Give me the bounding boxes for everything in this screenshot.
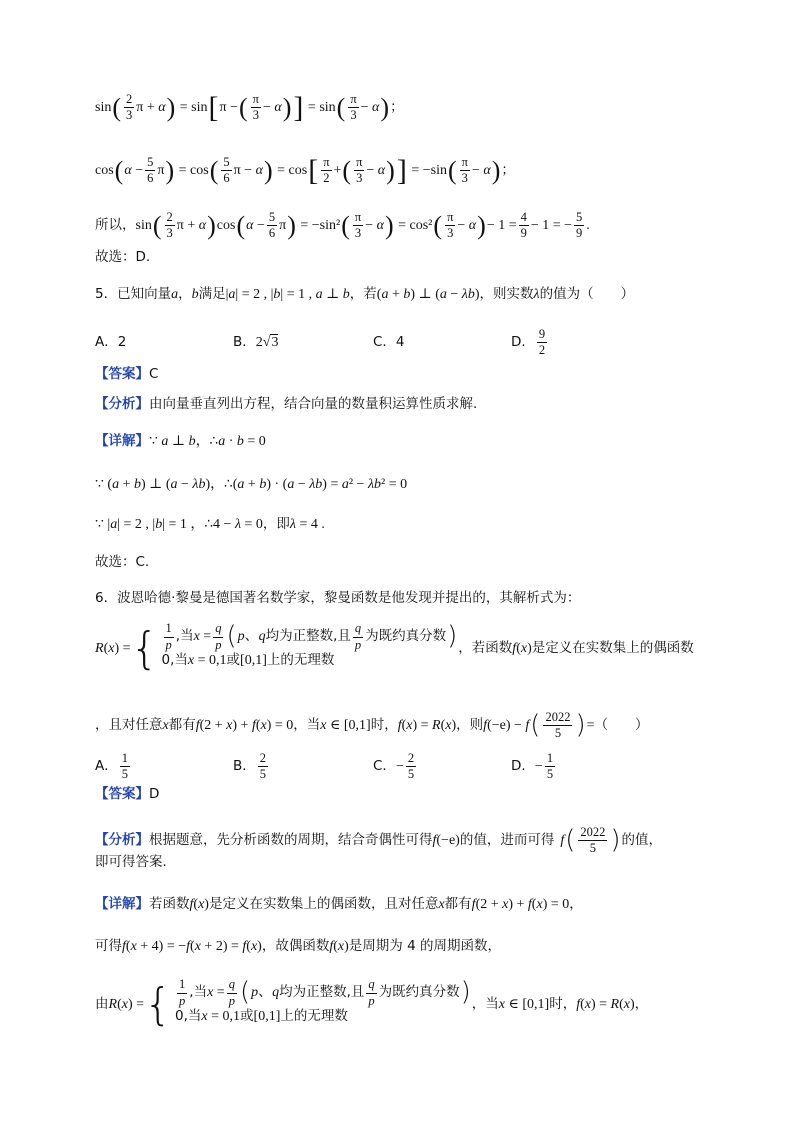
question-5-detail-2: ∵ (a + b) ⊥ (a − λb)， ∴ (a + b) · (a − λb) = a² − λb² = 0 (95, 476, 408, 493)
select-d: 故选：D. (95, 249, 151, 265)
question-6-detail-2: 可得 f(x + 4) = −f(x + 2) = f(x) ，故偶函数 f(x) 是周期为 4 的周期函数， (95, 938, 501, 955)
option-b[interactable]: B． 2√3 (233, 333, 279, 350)
question-6-detail-1: 【详解】 若函数 f(x) 是定义在实数集上的偶函数，且对任意 x 都有 f(2 + x) + f(x) = 0 ， (95, 896, 583, 913)
question-6-answer: 【答案】 D (95, 786, 160, 802)
equation-cos-transform: cos ( α − $\frac{5}{6}$ π ) = cos ( $\frac{5}{6}$ π − α ) = cos [ $\frac{\pi}{2}$ + ( $\frac{\pi}{3}$ − α ) ] = − sin ( $\frac{\pi}{3}$ − α ) ； (95, 154, 515, 188)
question-6-stem: 6．波恩哈德·黎曼是德国著名数学家，黎曼函数是他发现并提出的，其解析式为： (95, 590, 581, 606)
option-c[interactable]: C．4 (373, 333, 405, 350)
question-6-detail-3: 由 R(x) = { $\frac{1}{p}$ , 当 x = $\frac{q}{p}$ ( p、q 均为正整数,且 $\frac{q}{p}$ 为既约真分数 ) 0,当 x = 0,1 或 [0,1] 上的无理数 ，当 x ∈ [0,1] 时， f(x) = R(x) ， (95, 977, 649, 1031)
option-d[interactable]: D． − $\frac{1}{5}$ (511, 751, 554, 782)
option-a[interactable]: A．2 (95, 333, 127, 350)
question-5-answer: 【答案】 C (95, 366, 159, 382)
question-6-condition: ，且对任意 x 都有 f(2 + x) + f(x) = 0 ，当 x ∈ [0,1] 时， f(x) = R(x) ，则 f(−e) − f ( $\frac{2022}{5}$ ) = （ ） (95, 709, 649, 741)
question-5-select: 故选：C. (95, 554, 150, 570)
question-5-detail-3: ∵ |a| = 2 , |b| = 1 ， ∴ 4 − λ = 0 ，即 λ = 4 . (95, 516, 325, 533)
option-c[interactable]: C． − $\frac{2}{5}$ (373, 751, 415, 782)
question-6-options (95, 752, 714, 781)
riemann-definition: R(x) = { $\frac{1}{p}$ , 当 x = $\frac{q}{p}$ ( p、q 均为正整数,且 $\frac{q}{p}$ 为既约真分数 ) 0,当 x = 0,1 或 [0,1] 上的无理数 ，若函数 f(x) 是定义在实数集上的偶函数 (95, 621, 694, 675)
equation-result: 所以， sin ( $\frac{2}{3}$ π + α ) cos ( α − $\frac{5}{6}$ π ) = −sin² ( $\frac{\pi}{3}$ − α ) = cos² ( $\frac{\pi}{3}$ − α ) − 1 = $\frac{4}{9}$ − 1 = − $\frac{5}{9}$ . (95, 210, 590, 241)
question-6-analysis: 【分析】 根据题意，先分析函数的周期，结合奇偶性可得 f(−e) 的值，进而可得 f ( $\frac{2022}{5}$ ) 的值， (95, 824, 663, 856)
question-5-analysis: 【分析】 由向量垂直列出方程，结合向量的数量积运算性质求解. (95, 396, 478, 412)
question-5-stem: 5．已知向量 a ， b 满足 |a| = 2 , |b| = 1 , a ⊥ b ，若 (a + b) ⊥ (a − λb) ，则实数 λ 的值为（ ） (95, 286, 635, 303)
option-a[interactable]: A． $\frac{1}{5}$ (95, 751, 128, 782)
question-5-detail-1: 【详解】 ∵ a ⊥ b， ∴ a · b = 0 (95, 433, 266, 450)
option-d[interactable]: D． $\frac{9}{2}$ (511, 327, 546, 358)
equation-sin-transform: sin ( $\frac{2}{3}$ π + α ) = sin [ π − ( $\frac{\pi}{3}$ − α ) ] = sin ( $\frac{\pi}{3}$ − α ) ； (95, 91, 404, 125)
option-b[interactable]: B． $\frac{2}{5}$ (233, 751, 267, 782)
question-6-analysis-2: 即可得答案． (95, 854, 176, 870)
question-5-options (95, 328, 714, 357)
